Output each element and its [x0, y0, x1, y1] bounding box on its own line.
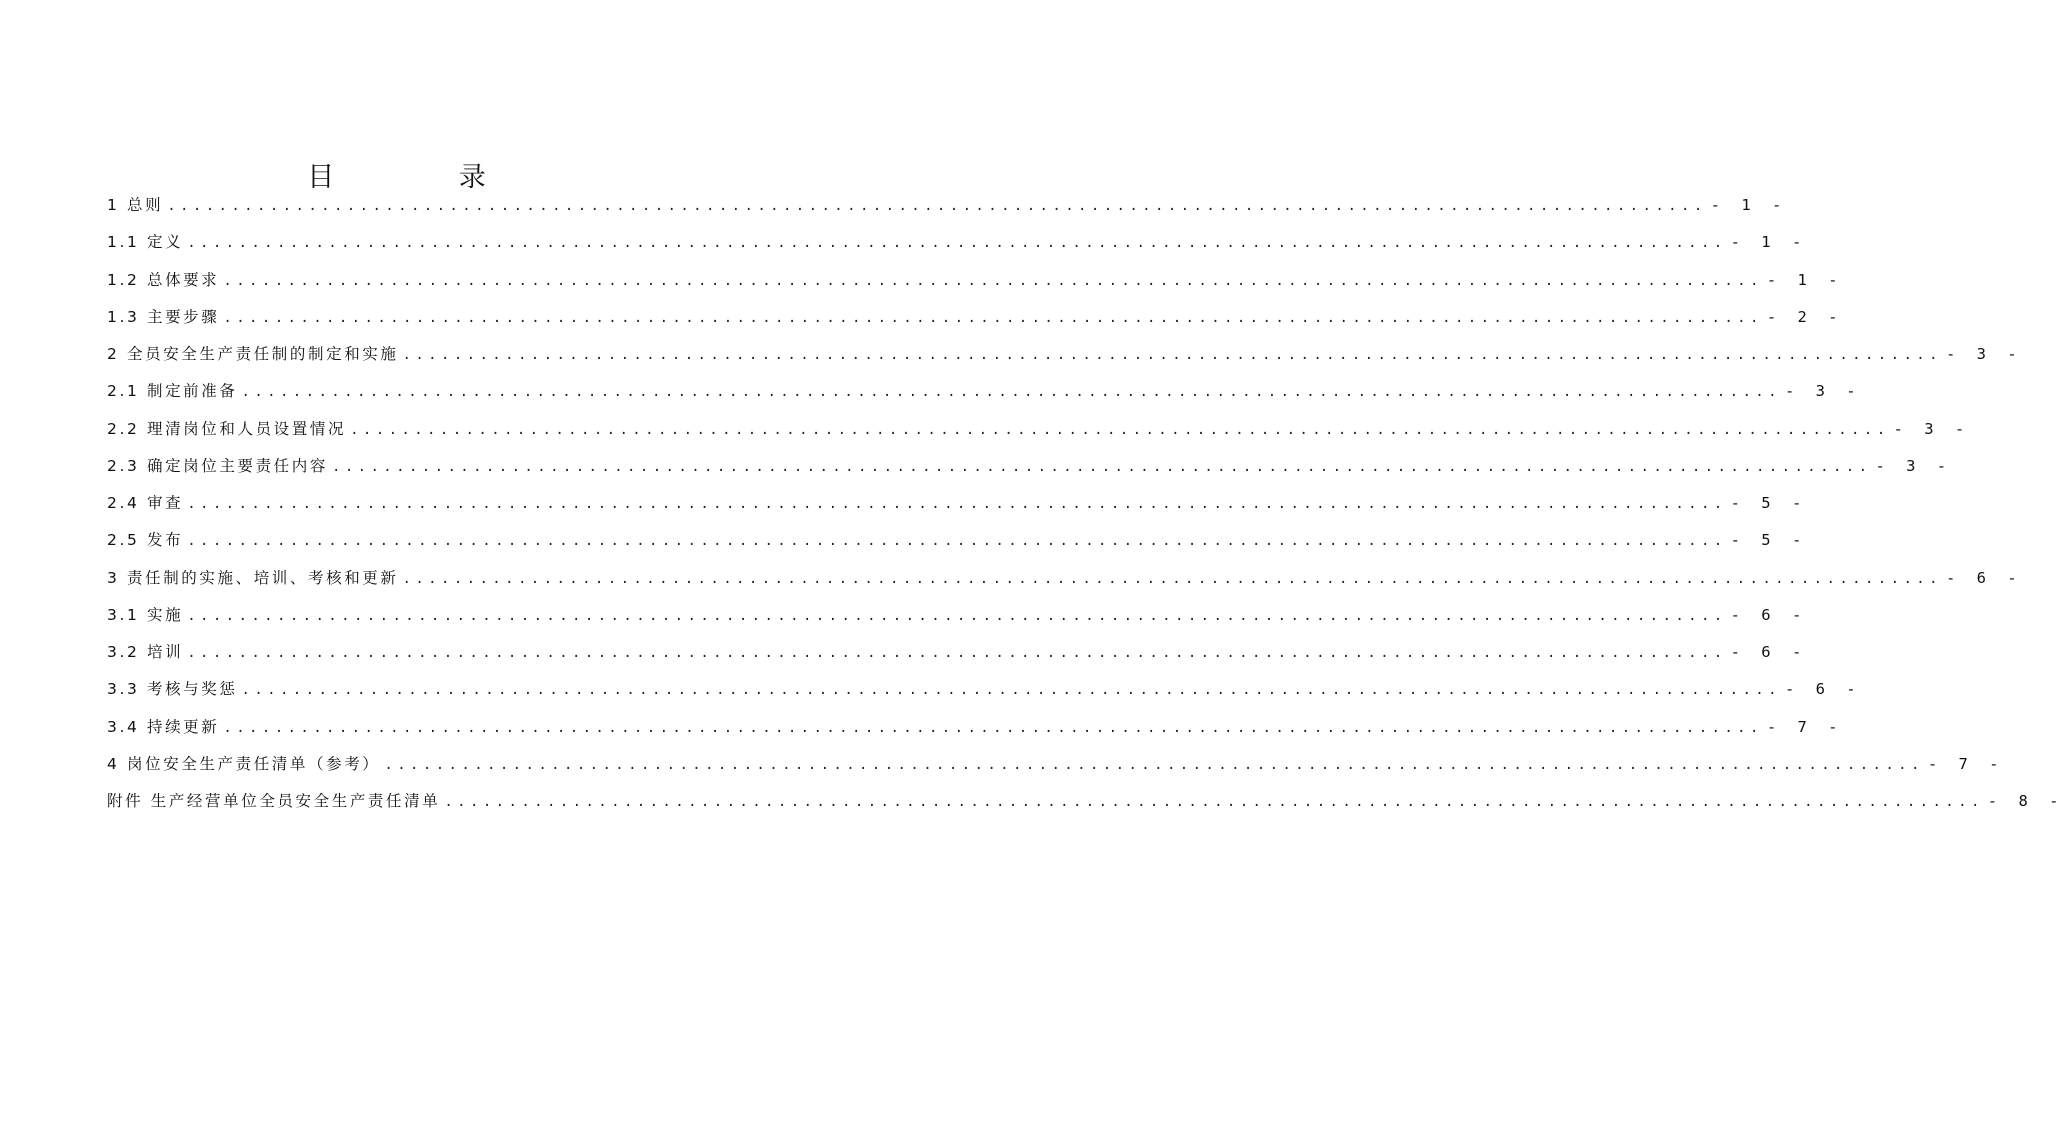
- toc-leader-dots: ........................................................................................................................: [241, 682, 1781, 699]
- toc-entry-label: 2.3 确定岗位主要责任内容: [107, 456, 328, 475]
- toc-entry[interactable]: [107, 634, 1808, 671]
- toc-entry[interactable]: [107, 411, 1971, 448]
- toc-leader-dots: ........................................................................................................................: [241, 384, 1781, 401]
- toc-entry-label: 2.4 审查: [107, 494, 184, 512]
- toc-entry-label: 3 责任制的实施、培训、考核和更新: [107, 568, 399, 587]
- toc-entry[interactable]: [107, 224, 1808, 261]
- toc-entry[interactable]: [107, 709, 1844, 746]
- toc-entry[interactable]: [107, 299, 1844, 336]
- toc-entry-page: - 3 -: [1945, 345, 2023, 363]
- toc-leader-dots: ........................................................................................................................: [223, 719, 1763, 736]
- toc-entry[interactable]: [107, 560, 2023, 597]
- toc-entry-label: 1.3 主要步骤: [107, 307, 220, 326]
- table-of-contents: [107, 187, 2064, 820]
- toc-entry-label: 3.4 持续更新: [107, 717, 220, 736]
- toc-entry[interactable]: [107, 336, 2023, 373]
- toc-entry-page: - 7 -: [1766, 717, 1844, 736]
- toc-entry[interactable]: [107, 448, 1953, 485]
- toc-leader-dots: ........................................................................................................................: [187, 607, 1727, 624]
- toc-leader-dots: ........................................................................................................................: [402, 347, 1942, 363]
- toc-entry-label: 3.2 培训: [107, 643, 184, 661]
- toc-entry-label: 1 总则: [107, 196, 164, 214]
- toc-entry[interactable]: [107, 262, 1844, 299]
- toc-entry[interactable]: [107, 485, 1808, 522]
- toc-leader-dots: ........................................................................................................................: [187, 496, 1727, 512]
- toc-entry-page: - 5 -: [1730, 531, 1808, 550]
- toc-leader-dots: ........................................................................................................................: [167, 198, 1707, 214]
- toc-leader-dots: ........................................................................................................................: [223, 309, 1763, 326]
- toc-leader-dots: ........................................................................................................................: [384, 756, 1924, 773]
- toc-entry-page: - 6 -: [1945, 568, 2023, 587]
- toc-entry-label: 2.2 理清岗位和人员设置情况: [107, 419, 347, 438]
- toc-leader-dots: ........................................................................................................................: [350, 421, 1890, 438]
- toc-entry-label: 2.1 制定前准备: [107, 382, 238, 401]
- toc-leader-dots: ........................................................................................................................: [223, 272, 1763, 289]
- page-title: 目 录: [307, 162, 544, 194]
- toc-entry-label: 3.3 考核与奖惩: [107, 680, 238, 699]
- toc-entry-page: - 6 -: [1784, 680, 1862, 699]
- toc-entry[interactable]: [107, 746, 2005, 783]
- toc-entry-page: - 1 -: [1730, 233, 1808, 252]
- toc-leader-dots: ........................................................................................................................: [402, 570, 1942, 587]
- toc-entry-label: 1.2 总体要求: [107, 270, 220, 289]
- toc-entry[interactable]: [107, 522, 1808, 559]
- toc-entry[interactable]: [107, 187, 1788, 224]
- toc-entry-page: - 6 -: [1730, 643, 1808, 661]
- toc-entry-label: 1.1 定义: [107, 233, 184, 252]
- toc-entry-page: - 1 -: [1766, 270, 1844, 289]
- toc-entry-label: 附件 生产经营单位全员安全生产责任清单: [107, 792, 441, 810]
- toc-entry-label: 2.5 发布: [107, 531, 184, 550]
- toc-entry-page: - 6 -: [1730, 605, 1808, 624]
- toc-entry-page: - 8 -: [1987, 792, 2064, 810]
- toc-entry-label: 4 岗位安全生产责任清单（参考）: [107, 754, 381, 773]
- toc-entry[interactable]: [107, 671, 1862, 708]
- toc-entry-page: - 3 -: [1784, 382, 1862, 401]
- toc-entry-page: - 2 -: [1766, 307, 1844, 326]
- toc-entry-page: - 3 -: [1875, 456, 1953, 475]
- toc-entry-label: 2 全员安全生产责任制的制定和实施: [107, 345, 399, 363]
- toc-entry[interactable]: [107, 783, 2064, 820]
- toc-leader-dots: ........................................................................................................................: [331, 458, 1872, 475]
- toc-leader-dots: ........................................................................................................................: [444, 794, 1984, 810]
- toc-leader-dots: ........................................................................................................................: [187, 235, 1727, 252]
- toc-entry-label: 3.1 实施: [107, 605, 184, 624]
- toc-leader-dots: ........................................................................................................................: [187, 533, 1727, 550]
- toc-entry[interactable]: [107, 373, 1862, 410]
- toc-entry-page: - 3 -: [1893, 419, 1971, 438]
- toc-entry-page: - 7 -: [1927, 754, 2005, 773]
- toc-entry-page: - 5 -: [1730, 494, 1808, 512]
- toc-leader-dots: ........................................................................................................................: [187, 645, 1727, 661]
- toc-entry[interactable]: [107, 597, 1808, 634]
- toc-entry-page: - 1 -: [1710, 196, 1788, 214]
